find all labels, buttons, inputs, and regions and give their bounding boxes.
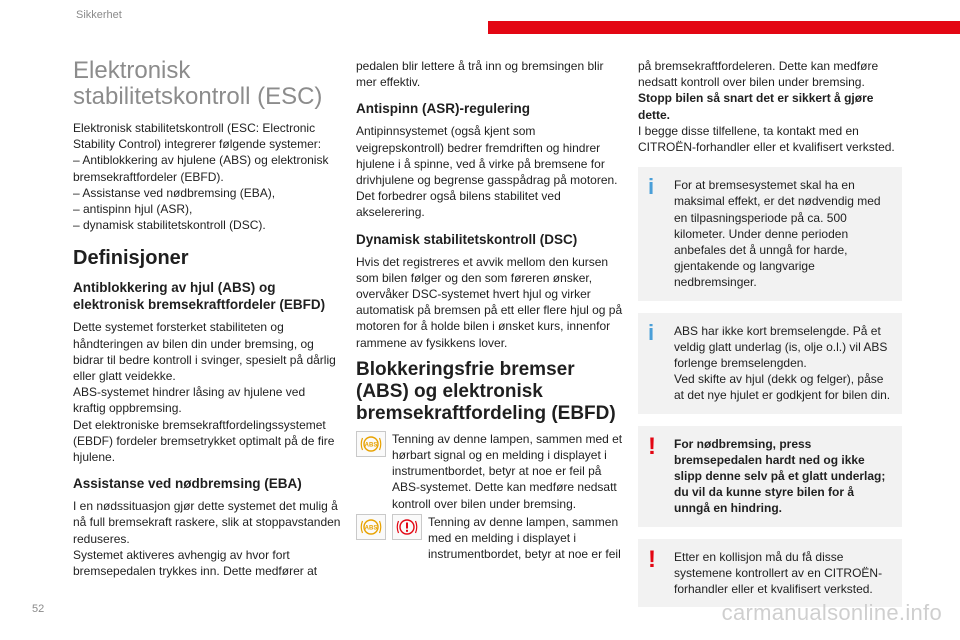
intro-line: Elektronisk stabilitetskontroll (ESC: Electronic Stability Control) integrerer følgende systemer: [73,121,322,152]
info-icon: i [648,174,655,200]
lamp1-text: Tenning av denne lampen, sammen med et hørbart signal og en melding i displayet i instrumentbordet, betyr at noe er feil på ABS-systemet. Dette kan medføre nedsatt kontroll over bilen under bremsing. [392,431,623,511]
intro-line: – antispinn hjul (ASR), [73,202,193,217]
info-icon: i [648,319,655,345]
page-title: Elektronisk stabilitetskontroll (ESC) [73,57,323,110]
brake-warning-icon [392,514,422,540]
eba-heading: Assistanse ved nødbremsing (EBA) [73,476,302,492]
warning-text: For nødbremsing, press bremsepedalen hardt ned og ikke slipp denne selv på et glatt underlag; du vil da kunne styre bilen for å unngå en hindring. [674,436,886,516]
abs-section-title: Blokkeringsfrie bremser (ABS) og elektronisk bremsekraftfordeling (EBFD) [356,358,616,424]
info-box [638,313,902,414]
continued-text: på bremsekraftfordeleren. Dette kan medføre nedsatt kontroll over bilen under bremsing. [638,59,879,90]
abs-ebfd-text: Dette systemet forsterket stabiliteten og håndteringen av bilen din under bremsing, og bidrar til bedre kontroll i svinger, spesielt på dårlig eller glatt veidekke. ABS-systemet hindrer låsing av hjulene ved kraftig oppbremsing. Det elektroniske bremsekraftfordelingssystemet (EBDF) fordeler bremsetrykket optimalt på de fire hjulene. [73,320,336,465]
section-label: Sikkerhet [76,9,122,21]
warning-box [638,539,902,608]
column-3 [638,58,902,619]
lamp2-row [356,514,624,563]
lamp1-row [356,431,624,512]
info-text: For at bremsesystemet skal ha en maksimal effekt, er det nødvendig med en tilpasningsperiode på ca. 500 kilometer. Under denne perioden anbefales det å unngå for harde, gjentakende og langvarige nedbremsinger. [674,178,881,290]
watermark: carmanualsonline.info [721,600,942,625]
abs-warning-icon [356,514,386,540]
dsc-text: Hvis det registreres et avvik mellom den kursen som bilen følger og den som føreren ønsker, overvåker DSC-systemet hvert hjul og virker automatisk på bremsen på ett eller flere hjul og på motoren for å holde bilen i ønsket kurs, innenfor rammene av fysikkens lover. [356,254,623,350]
warning-box [638,426,902,527]
intro-line: – Antiblokkering av hjulene (ABS) og elektronisk bremsekraftfordeler (EBFD). [73,153,329,184]
intro-line: – dynamisk stabilitetskontroll (DSC). [73,218,266,233]
svg-text:ABS: ABS [364,442,378,449]
stop-instruction: Stopp bilen så snart det er sikkert å gjøre dette. [638,91,874,122]
info-box [638,167,902,300]
svg-text:ABS: ABS [364,525,378,532]
column-2 [356,58,624,562]
warning-text: Etter en kollisjon må du få disse systemene kontrollert av en CITROËN-forhandler eller et kvalifisert verksted. [674,549,883,597]
warning-icon: ! [648,432,656,460]
warning-icon: ! [648,545,656,573]
definitions-heading: Definisjoner [73,247,189,270]
continued-text: pedalen blir lettere å trå inn og bremsingen blir mer effektiv. [356,59,604,90]
contact-text: I begge disse tilfellene, ta kontakt med en CITROËN-forhandler eller et kvalifisert verksted. [638,123,895,155]
header-accent-bar [488,21,960,34]
asr-text: Antipinnsystemet (også kjent som veigrepskontroll) bedrer fremdriften og hindrer hjulene i å spinne, ved å virke på bremsene for drivhjulene og begrense gasspådrag på motoren. Det forbedrer også bilens stabilitet ved akselerering. [356,124,618,220]
info-text: ABS har ikke kort bremselengde. På et veldig glatt underlag (is, olje o.l.) vil ABS forlenge bremselengden. Ved skifte av hjul (dekk og felger), påse at det nye hjulet er godkjent for bilen din. [674,323,891,403]
abs-ebfd-heading: Antiblokkering av hjul (ABS) og elektronisk bremsekraftfordeler (EBFD) [73,280,326,313]
lamp2-text: Tenning av denne lampen, sammen med en melding i displayet i instrumentbordet, betyr at noe er feil [428,514,621,562]
column-1 [73,58,341,579]
abs-warning-icon [356,431,386,457]
eba-text: I en nødssituasjon gjør dette systemet det mulig å nå full bremsekraft raskere, slik at stoppavstanden reduseres. Systemet aktiveres avhengig av hvor fort bremsepedalen trykkes inn. Dette medfører at [73,499,341,579]
asr-heading: Antispinn (ASR)-regulering [356,101,530,117]
page-number: 52 [32,603,45,615]
dsc-heading: Dynamisk stabilitetskontroll (DSC) [356,231,578,247]
intro-line: – Assistanse ved nødbremsing (EBA), [73,185,276,200]
